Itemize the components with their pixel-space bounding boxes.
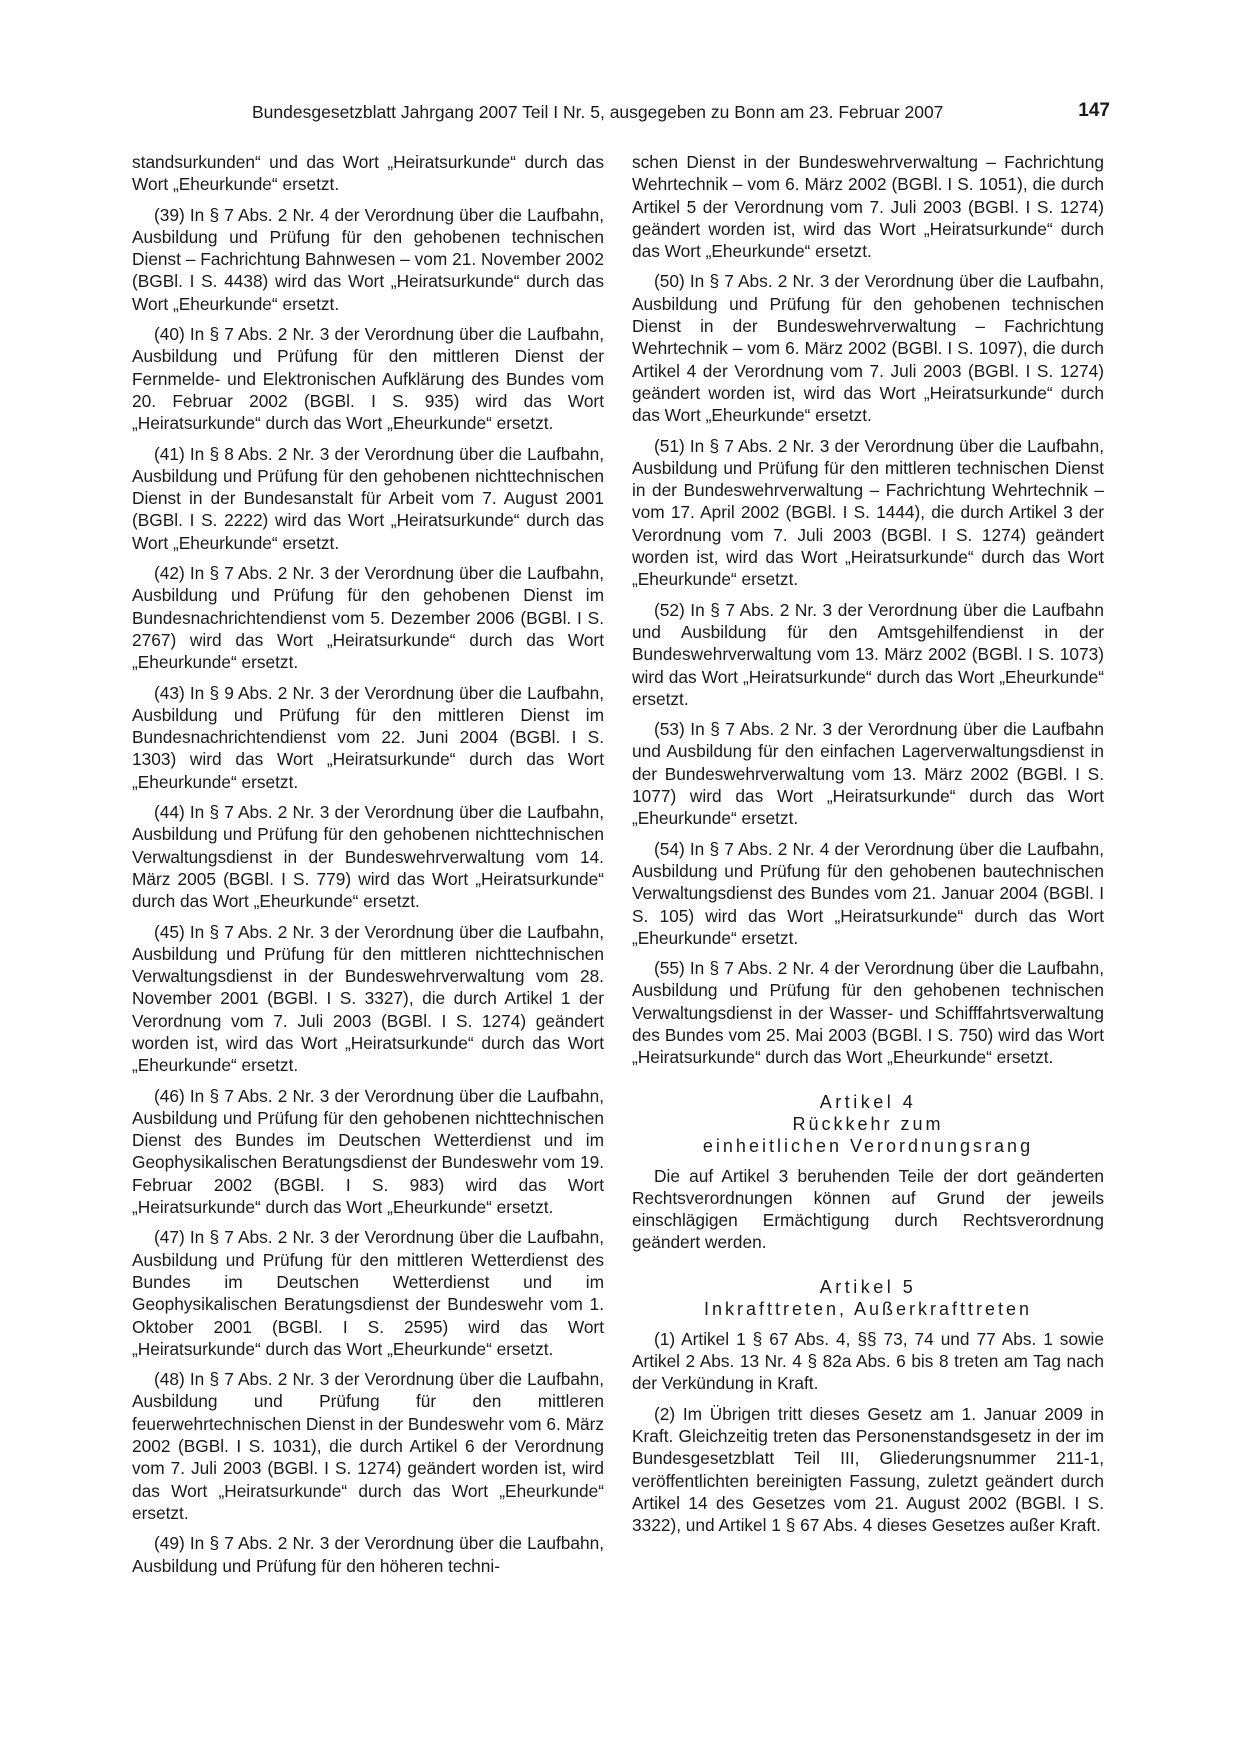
paragraph-53: (53) In § 7 Abs. 2 Nr. 3 der Verordnung über die Laufbahn und Ausbildung für den einfachen Lagerverwaltungsdienst in der Bundeswehrverwaltung vom 13. März 2002 (BGBl. I S. 1077) wird das Wort „Heiratsurkunde“ durch das Wort „Eheurkunde“ ersetzt. [632,719,1104,829]
header-title: Bundesgesetzblatt Jahrgang 2007 Teil I Nr. 5, ausgegeben zu Bonn am 23. Februar 2007 [252,102,944,122]
paragraph-55: (55) In § 7 Abs. 2 Nr. 4 der Verordnung über die Laufbahn, Ausbildung und Prüfung für den gehobenen technischen Verwaltungsdienst in der Wasser- und Schifffahrtsverwaltung des Bundes vom 25. Mai 2003 (BGBl. I S. 750) wird das Wort „Heiratsurkunde“ durch das Wort „Eheurkunde“ ersetzt. [632,958,1104,1068]
article-4-subtitle-line1: Rückkehr zum [792,1113,944,1134]
paragraph-45: (45) In § 7 Abs. 2 Nr. 3 der Verordnung über die Laufbahn, Ausbildung und Prüfung für den mittleren nichttechnischen Verwaltungsdienst in der Bundeswehrverwaltung vom 28. November 2001 (BGBl. I S. 3327), die durch Artikel 1 der Verordnung vom 7. Juli 2003 (BGBl. I S. 1274) geändert worden ist, wird das Wort „Heiratsurkunde“ durch das Wort „Eheurkunde“ ersetzt. [132,921,604,1076]
article-4-subtitle-line2: einheitlichen Verordnungsrang [702,1135,1034,1156]
paragraph-42: (42) In § 7 Abs. 2 Nr. 3 der Verordnung über die Laufbahn, Ausbildung und Prüfung für den gehobenen Dienst im Bundesnachrichtendienst vom 5. Dezember 2006 (BGBl. I S. 2767) wird das Wort „Heiratsurkunde“ durch das Wort „Eheurkunde“ ersetzt. [132,563,604,673]
paragraph-48: (48) In § 7 Abs. 2 Nr. 3 der Verordnung über die Laufbahn, Ausbildung und Prüfung für den mittleren feuerwehrtechnischen Dienst in der Bundeswehr vom 6. März 2002 (BGBl. I S. 1031), die durch Artikel 6 der Verordnung vom 7. Juli 2003 (BGBl. I S. 1274) geändert worden ist, wird das Wort „Heiratsurkunde“ durch das Wort „Eheurkunde“ ersetzt. [132,1369,604,1523]
article-5-paragraph-2: (2) Im Übrigen tritt dieses Gesetz am 1. Januar 2009 in Kraft. Gleichzeitig treten das Personenstandsgesetz in der im Bundesgesetzblatt Teil III, Gliederungsnummer 211-1, veröffentlichten bereinigten Fassung, zuletzt geändert durch Artikel 14 des Gesetzes vom 21. August 2002 (BGBl. I S. 3322), und Artikel 1 § 67 Abs. 4 dieses Gesetzes außer Kraft. [632,1403,1104,1536]
paragraph-43: (43) In § 9 Abs. 2 Nr. 3 der Verordnung über die Laufbahn, Ausbildung und Prüfung für den mittleren Dienst im Bundesnachrichtendienst vom 22. Juni 2004 (BGBl. I S. 1303) wird das Wort „Heiratsurkunde“ durch das Wort „Eheurkunde“ ersetzt. [132,682,604,792]
page-header [132,100,1110,128]
paragraph-38-continued: standsurkunden“ und das Wort „Heiratsurkunde“ durch das Wort „Eheurkunde“ ersetzt. [132,152,604,195]
article-5-subtitle: Inkrafttreten, Außerkrafttreten [703,1298,1033,1319]
paragraph-47: (47) In § 7 Abs. 2 Nr. 3 der Verordnung über die Laufbahn, Ausbildung und Prüfung für den mittleren Wetterdienst des Bundes im Deutschen Wetterdienst und im Geophysikalischen Beratungsdienst der Bundeswehr vom 1. Oktober 2001 (BGBl. I S. 2595) wird das Wort „Heiratsurkunde“ durch das Wort „Eheurkunde“ ersetzt. [132,1227,604,1359]
article-4-heading [632,1091,1104,1157]
article-5-paragraph-1: (1) Artikel 1 § 67 Abs. 4, §§ 73, 74 und 77 Abs. 1 sowie Artikel 2 Abs. 13 Nr. 4 § 82a Abs. 6 bis 8 treten am Tag nach der Verkündung in Kraft. [632,1328,1104,1394]
article-5-heading [632,1276,1104,1320]
paragraph-40: (40) In § 7 Abs. 2 Nr. 3 der Verordnung über die Laufbahn, Ausbildung und Prüfung für den mittleren Dienst der Fernmelde- und Elektronischen Aufklärung des Bundes vom 20. Februar 2002 (BGBl. I S. 935) wird das Wort „Heiratsurkunde“ durch das Wort „Eheurkunde“ ersetzt. [132,324,604,434]
paragraph-50: (50) In § 7 Abs. 2 Nr. 3 der Verordnung über die Laufbahn, Ausbildung und Prüfung für den gehobenen technischen Dienst in der Bundeswehrverwaltung – Fachrichtung Wehrtechnik – vom 6. März 2002 (BGBl. I S. 1097), die durch Artikel 4 der Verordnung vom 7. Juli 2003 (BGBl. I S. 1274) geändert worden ist, wird das Wort „Heiratsurkunde“ durch das Wort „Eheurkunde“ ersetzt. [632,271,1104,426]
paragraph-49-continued: schen Dienst in der Bundeswehrverwaltung – Fachrichtung Wehrtechnik – vom 6. März 2002 (BGBl. I S. 1051), die durch Artikel 5 der Verordnung vom 7. Juli 2003 (BGBl. I S. 1274) geändert worden ist, wird das Wort „Heiratsurkunde“ durch das Wort „Eheurkunde“ ersetzt. [632,152,1104,262]
right-column [632,151,1104,1544]
paragraph-51: (51) In § 7 Abs. 2 Nr. 3 der Verordnung über die Laufbahn, Ausbildung und Prüfung für den mittleren technischen Dienst in der Bundeswehrverwaltung – Fachrichtung Wehrtechnik – vom 17. April 2002 (BGBl. I S. 1444), die durch Artikel 3 der Verordnung vom 7. Juli 2003 (BGBl. I S. 1274) geändert worden ist, wird das Wort „Heiratsurkunde“ durch das Wort „Eheurkunde“ ersetzt. [632,435,1104,590]
paragraph-46: (46) In § 7 Abs. 2 Nr. 3 der Verordnung über die Laufbahn, Ausbildung und Prüfung für den gehobenen nichttechnischen Dienst des Bundes im Deutschen Wetterdienst und im Geophysikalischen Beratungsdienst der Bundeswehr vom 19. Februar 2002 (BGBl. I S. 983) wird das Wort „Heiratsurkunde“ durch das Wort „Eheurkunde“ ersetzt. [132,1085,604,1218]
paragraph-39: (39) In § 7 Abs. 2 Nr. 4 der Verordnung über die Laufbahn, Ausbildung und Prüfung für den gehobenen technischen Dienst – Fachrichtung Bahnwesen – vom 21. November 2002 (BGBl. I S. 4438) wird das Wort „Heiratsurkunde“ durch das Wort „Eheurkunde“ ersetzt. [132,204,604,314]
paragraph-44: (44) In § 7 Abs. 2 Nr. 3 der Verordnung über die Laufbahn, Ausbildung und Prüfung für den gehobenen nichttechnischen Verwaltungsdienst in der Bundeswehrverwaltung vom 14. März 2005 (BGBl. I S. 779) wird das Wort „Heiratsurkunde“ durch das Wort „Eheurkunde“ ersetzt. [132,802,604,912]
left-column [132,151,604,1585]
paragraph-52: (52) In § 7 Abs. 2 Nr. 3 der Verordnung über die Laufbahn und Ausbildung für den Amtsgehilfendienst in der Bundeswehrverwaltung vom 13. März 2002 (BGBl. I S. 1073) wird das Wort „Heiratsurkunde“ durch das Wort „Eheurkunde“ ersetzt. [632,599,1104,709]
paragraph-54: (54) In § 7 Abs. 2 Nr. 4 der Verordnung über die Laufbahn, Ausbildung und Prüfung für den gehobenen bautechnischen Verwaltungsdienst des Bundes vom 21. Januar 2004 (BGBl. I S. 105) wird das Wort „Heiratsurkunde“ durch das Wort „Eheurkunde“ ersetzt. [632,838,1104,948]
article-5-title: Artikel 5 [819,1276,917,1297]
article-4-text: Die auf Artikel 3 beruhenden Teile der dort geänderten Rechtsverordnungen können auf Grund der jeweils einschlägigen Ermächtigung durch Rechtsverordnung geändert werden. [632,1165,1104,1253]
paragraph-49: (49) In § 7 Abs. 2 Nr. 3 der Verordnung über die Laufbahn, Ausbildung und Prüfung für den höheren techni- [132,1533,604,1576]
page-number: 147 [1078,100,1110,121]
paragraph-41: (41) In § 8 Abs. 2 Nr. 3 der Verordnung über die Laufbahn, Ausbildung und Prüfung für den gehobenen nichttechnischen Dienst in der Bundesanstalt für Arbeit vom 7. August 2001 (BGBl. I S. 2222) wird das Wort „Heiratsurkunde“ durch das Wort „Eheurkunde“ ersetzt. [132,443,604,553]
article-4-title: Artikel 4 [819,1091,917,1112]
